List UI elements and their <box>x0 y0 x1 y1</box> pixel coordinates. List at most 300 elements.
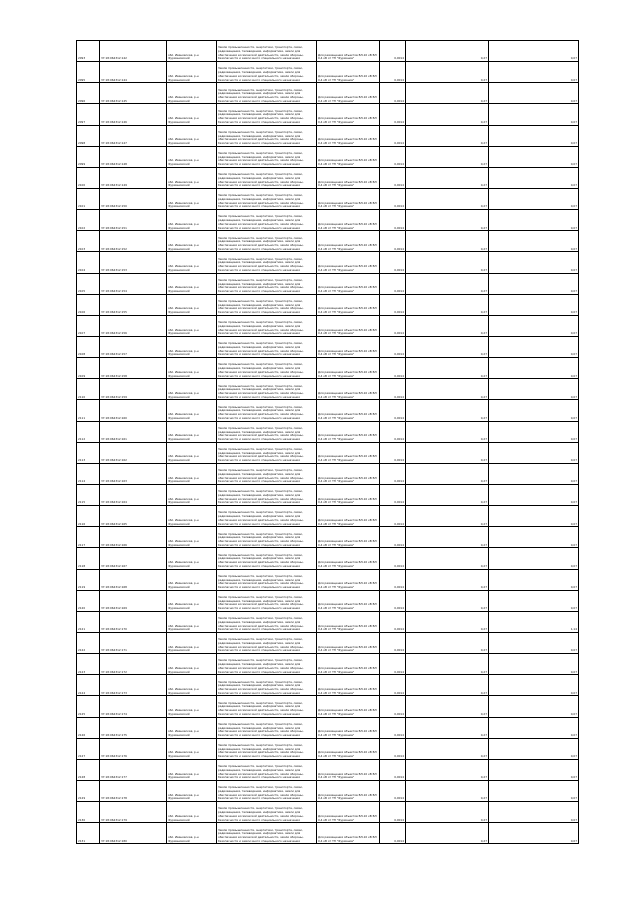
value-1-cell: 0,27 <box>406 823 489 844</box>
land-category-cell: Земли промышленности, энергетики, транспорта, связи, радиовещания, телевидения, информатики, земли для обеспечения космической деятельности, земли обороны, безопасности и земли иного специального назначения <box>217 548 317 569</box>
purpose-cell: Для размещения объектов ВЛ-10 кВ ВЛ 0,4 кВ от ТП "Фурманов" <box>317 210 380 231</box>
land-category-cell: Земли промышленности, энергетики, транспорта, связи, радиовещания, телевидения, информатики, земли для обеспечения космической деятельности, земли обороны, безопасности и земли иного специального назначения <box>217 252 317 273</box>
address-cell: обл. Ивановская, р-н Фурмановский <box>167 527 217 548</box>
area-cell: 0,0014 <box>380 506 406 527</box>
purpose-cell: Для размещения объектов ВЛ-10 кВ ВЛ 0,4 кВ от ТП "Фурманов" <box>317 632 380 653</box>
address-cell: обл. Ивановская, р-н Фурмановский <box>167 632 217 653</box>
land-category-cell: Земли промышленности, энергетики, транспорта, связи, радиовещания, телевидения, информатики, земли для обеспечения космической деятельности, земли обороны, безопасности и земли иного специального назначения <box>217 463 317 484</box>
row-number-cell: 2120 <box>77 590 100 611</box>
value-1-cell: 0,27 <box>406 294 489 315</box>
table-row <box>77 273 579 294</box>
area-cell: 0,0014 <box>380 41 406 62</box>
value-2-cell: 0,07 <box>489 759 579 780</box>
land-category-cell: Земли промышленности, энергетики, транспорта, связи, радиовещания, телевидения, информатики, земли для обеспечения космической деятельности, земли обороны, безопасности и земли иного специального назначения <box>217 823 317 844</box>
row-number-cell: 2128 <box>77 759 100 780</box>
cadastral-number-cell: 37:18:064312:147 <box>100 125 167 146</box>
value-1-cell: 0,27 <box>406 188 489 209</box>
area-cell: 0,0014 <box>380 590 406 611</box>
cadastral-number-cell: 37:18:064312:158 <box>100 358 167 379</box>
area-cell: 0,0014 <box>380 104 406 125</box>
address-cell: обл. Ивановская, р-н Фурмановский <box>167 294 217 315</box>
cadastral-number-cell: 37:18:064312:163 <box>100 463 167 484</box>
purpose-cell: Для размещения объектов ВЛ-10 кВ ВЛ 0,4 кВ от ТП "Фурманов" <box>317 527 380 548</box>
cadastral-number-cell: 37:18:064312:176 <box>100 738 167 759</box>
area-cell: 0,0014 <box>380 231 406 252</box>
value-2-cell: 0,07 <box>489 188 579 209</box>
purpose-cell: Для размещения объектов ВЛ-10 кВ ВЛ 0,4 кВ от ТП "Фурманов" <box>317 167 380 188</box>
table-row <box>77 527 579 548</box>
value-2-cell: 0,07 <box>489 358 579 379</box>
cadastral-number-cell: 37:18:064312:150 <box>100 188 167 209</box>
cadastral-number-cell: 37:18:064312:160 <box>100 400 167 421</box>
table-row <box>77 506 579 527</box>
land-category-cell: Земли промышленности, энергетики, транспорта, связи, радиовещания, телевидения, информатики, земли для обеспечения космической деятельности, земли обороны, безопасности и земли иного специального назначения <box>217 273 317 294</box>
area-cell: 0,0014 <box>380 823 406 844</box>
value-2-cell: 0,07 <box>489 569 579 590</box>
row-number-cell: 2124 <box>77 675 100 696</box>
table-row <box>77 780 579 801</box>
value-2-cell: 0,07 <box>489 632 579 653</box>
area-cell: 0,0014 <box>380 252 406 273</box>
table-row <box>77 717 579 738</box>
value-1-cell: 0,27 <box>406 252 489 273</box>
row-number-cell: 2110 <box>77 379 100 400</box>
area-cell: 0,0014 <box>380 696 406 717</box>
cadastral-number-cell: 37:18:064312:161 <box>100 421 167 442</box>
value-1-cell: 0,27 <box>406 611 489 632</box>
value-2-cell: 0,07 <box>489 336 579 357</box>
address-cell: обл. Ивановская, р-н Фурмановский <box>167 273 217 294</box>
value-1-cell: 0,27 <box>406 738 489 759</box>
purpose-cell: Для размещения объектов ВЛ-10 кВ ВЛ 0,4 кВ от ТП "Фурманов" <box>317 506 380 527</box>
purpose-cell: Для размещения объектов ВЛ-10 кВ ВЛ 0,4 кВ от ТП "Фурманов" <box>317 252 380 273</box>
row-number-cell: 2095 <box>77 62 100 83</box>
area-cell: 0,0014 <box>380 83 406 104</box>
row-number-cell: 2101 <box>77 188 100 209</box>
value-2-cell: 0,07 <box>489 315 579 336</box>
area-cell: 0,0014 <box>380 210 406 231</box>
cadastral-number-cell: 37:18:064312:179 <box>100 802 167 823</box>
table-row <box>77 146 579 167</box>
area-cell: 0,0014 <box>380 738 406 759</box>
cadastral-number-cell: 37:18:064312:165 <box>100 506 167 527</box>
row-number-cell: 2093 <box>77 41 100 62</box>
land-category-cell: Земли промышленности, энергетики, транспорта, связи, радиовещания, телевидения, информатики, земли для обеспечения космической деятельности, земли обороны, безопасности и земли иного специального назначения <box>217 759 317 780</box>
value-1-cell: 0,27 <box>406 421 489 442</box>
purpose-cell: Для размещения объектов ВЛ-10 кВ ВЛ 0,4 кВ от ТП "Фурманов" <box>317 125 380 146</box>
value-1-cell: 0,27 <box>406 527 489 548</box>
cadastral-number-cell: 37:18:064312:175 <box>100 717 167 738</box>
cadastral-number-cell: 37:18:064312:180 <box>100 823 167 844</box>
value-1-cell: 0,27 <box>406 83 489 104</box>
table-row <box>77 83 579 104</box>
area-cell: 0,0014 <box>380 611 406 632</box>
area-cell: 0,0014 <box>380 548 406 569</box>
table-row <box>77 442 579 463</box>
purpose-cell: Для размещения объектов ВЛ-10 кВ ВЛ 0,4 кВ от ТП "Фурманов" <box>317 548 380 569</box>
value-1-cell: 0,27 <box>406 463 489 484</box>
land-category-cell: Земли промышленности, энергетики, транспорта, связи, радиовещания, телевидения, информатики, земли для обеспечения космической деятельности, земли обороны, безопасности и земли иного специального назначения <box>217 738 317 759</box>
area-cell: 0,0014 <box>380 273 406 294</box>
value-2-cell: 0,07 <box>489 738 579 759</box>
row-number-cell: 2113 <box>77 442 100 463</box>
purpose-cell: Для размещения объектов ВЛ-10 кВ ВЛ 0,4 кВ от ТП "Фурманов" <box>317 717 380 738</box>
land-category-cell: Земли промышленности, энергетики, транспорта, связи, радиовещания, телевидения, информатики, земли для обеспечения космической деятельности, земли обороны, безопасности и земли иного специального назначения <box>217 231 317 252</box>
row-number-cell: 2119 <box>77 569 100 590</box>
area-cell: 0,0014 <box>380 421 406 442</box>
address-cell: обл. Ивановская, р-н Фурмановский <box>167 83 217 104</box>
row-number-cell: 2121 <box>77 611 100 632</box>
cadastral-number-cell: 37:18:064312:151 <box>100 210 167 231</box>
address-cell: обл. Ивановская, р-н Фурмановский <box>167 400 217 421</box>
cadastral-number-cell: 37:18:064312:167 <box>100 548 167 569</box>
land-category-cell: Земли промышленности, энергетики, транспорта, связи, радиовещания, телевидения, информатики, земли для обеспечения космической деятельности, земли обороны, безопасности и земли иного специального назначения <box>217 62 317 83</box>
row-number-cell: 2117 <box>77 527 100 548</box>
address-cell: обл. Ивановская, р-н Фурмановский <box>167 548 217 569</box>
table-row <box>77 358 579 379</box>
row-number-cell: 2111 <box>77 400 100 421</box>
table-row <box>77 759 579 780</box>
value-2-cell: 1,14 <box>489 611 579 632</box>
land-category-cell: Земли промышленности, энергетики, транспорта, связи, радиовещания, телевидения, информатики, земли для обеспечения космической деятельности, земли обороны, безопасности и земли иного специального назначения <box>217 125 317 146</box>
land-category-cell: Земли промышленности, энергетики, транспорта, связи, радиовещания, телевидения, информатики, земли для обеспечения космической деятельности, земли обороны, безопасности и земли иного специального назначения <box>217 802 317 823</box>
table-row <box>77 463 579 484</box>
table-row <box>77 696 579 717</box>
value-2-cell: 0,07 <box>489 463 579 484</box>
table-row <box>77 654 579 675</box>
land-category-cell: Земли промышленности, энергетики, транспорта, связи, радиовещания, телевидения, информатики, земли для обеспечения космической деятельности, земли обороны, безопасности и земли иного специального назначения <box>217 421 317 442</box>
row-number-cell: 2096 <box>77 83 100 104</box>
row-number-cell: 2112 <box>77 421 100 442</box>
address-cell: обл. Ивановская, р-н Фурмановский <box>167 759 217 780</box>
row-number-cell: 2115 <box>77 484 100 505</box>
row-number-cell: 2108 <box>77 336 100 357</box>
address-cell: обл. Ивановская, р-н Фурмановский <box>167 104 217 125</box>
land-category-cell: Земли промышленности, энергетики, транспорта, связи, радиовещания, телевидения, информатики, земли для обеспечения космической деятельности, земли обороны, безопасности и земли иного специального назначения <box>217 717 317 738</box>
area-cell: 0,0014 <box>380 125 406 146</box>
value-2-cell: 0,07 <box>489 167 579 188</box>
land-category-cell: Земли промышленности, энергетики, транспорта, связи, радиовещания, телевидения, информатики, земли для обеспечения космической деятельности, земли обороны, безопасности и земли иного специального назначения <box>217 675 317 696</box>
address-cell: обл. Ивановская, р-н Фурмановский <box>167 463 217 484</box>
cadastral-number-cell: 37:18:064312:174 <box>100 696 167 717</box>
purpose-cell: Для размещения объектов ВЛ-10 кВ ВЛ 0,4 кВ от ТП "Фурманов" <box>317 675 380 696</box>
value-1-cell: 0,27 <box>406 210 489 231</box>
table-row <box>77 548 579 569</box>
purpose-cell: Для размещения объектов ВЛ-10 кВ ВЛ 0,4 кВ от ТП "Фурманов" <box>317 484 380 505</box>
value-2-cell: 0,07 <box>489 527 579 548</box>
purpose-cell: Для размещения объектов ВЛ-10 кВ ВЛ 0,4 кВ от ТП "Фурманов" <box>317 146 380 167</box>
value-2-cell: 0,07 <box>489 717 579 738</box>
area-cell: 0,0014 <box>380 759 406 780</box>
area-cell: 0,0014 <box>380 654 406 675</box>
address-cell: обл. Ивановская, р-н Фурмановский <box>167 167 217 188</box>
area-cell: 0,0014 <box>380 569 406 590</box>
value-1-cell: 0,27 <box>406 442 489 463</box>
value-1-cell: 0,27 <box>406 336 489 357</box>
purpose-cell: Для размещения объектов ВЛ-10 кВ ВЛ 0,4 кВ от ТП "Фурманов" <box>317 738 380 759</box>
row-number-cell: 2116 <box>77 506 100 527</box>
purpose-cell: Для размещения объектов ВЛ-10 кВ ВЛ 0,4 кВ от ТП "Фурманов" <box>317 188 380 209</box>
purpose-cell: Для размещения объектов ВЛ-10 кВ ВЛ 0,4 кВ от ТП "Фурманов" <box>317 379 380 400</box>
land-category-cell: Земли промышленности, энергетики, транспорта, связи, радиовещания, телевидения, информатики, земли для обеспечения космической деятельности, земли обороны, безопасности и земли иного специального назначения <box>217 358 317 379</box>
purpose-cell: Для размещения объектов ВЛ-10 кВ ВЛ 0,4 кВ от ТП "Фурманов" <box>317 315 380 336</box>
address-cell: обл. Ивановская, р-н Фурмановский <box>167 188 217 209</box>
land-category-cell: Земли промышленности, энергетики, транспорта, связи, радиовещания, телевидения, информатики, земли для обеспечения космической деятельности, земли обороны, безопасности и земли иного специального назначения <box>217 506 317 527</box>
value-1-cell: 0,27 <box>406 41 489 62</box>
row-number-cell: 2127 <box>77 738 100 759</box>
area-cell: 0,0014 <box>380 379 406 400</box>
value-2-cell: 0,07 <box>489 231 579 252</box>
land-category-cell: Земли промышленности, энергетики, транспорта, связи, радиовещания, телевидения, информатики, земли для обеспечения космической деятельности, земли обороны, безопасности и земли иного специального назначения <box>217 780 317 801</box>
area-cell: 0,0014 <box>380 484 406 505</box>
address-cell: обл. Ивановская, р-н Фурмановский <box>167 717 217 738</box>
area-cell: 0,0014 <box>380 802 406 823</box>
value-2-cell: 0,07 <box>489 83 579 104</box>
address-cell: обл. Ивановская, р-н Фурмановский <box>167 484 217 505</box>
address-cell: обл. Ивановская, р-н Фурмановский <box>167 125 217 146</box>
address-cell: обл. Ивановская, р-н Фурмановский <box>167 231 217 252</box>
address-cell: обл. Ивановская, р-н Фурмановский <box>167 315 217 336</box>
value-2-cell: 0,07 <box>489 62 579 83</box>
value-1-cell: 0,27 <box>406 590 489 611</box>
address-cell: обл. Ивановская, р-н Фурмановский <box>167 62 217 83</box>
purpose-cell: Для размещения объектов ВЛ-10 кВ ВЛ 0,4 кВ от ТП "Фурманов" <box>317 294 380 315</box>
land-category-cell: Земли промышленности, энергетики, транспорта, связи, радиовещания, телевидения, информатики, земли для обеспечения космической деятельности, земли обороны, безопасности и земли иного специального назначения <box>217 696 317 717</box>
address-cell: обл. Ивановская, р-н Фурмановский <box>167 590 217 611</box>
value-2-cell: 0,07 <box>489 210 579 231</box>
row-number-cell: 2130 <box>77 802 100 823</box>
cadastral-number-cell: 37:18:064312:145 <box>100 83 167 104</box>
purpose-cell: Для размещения объектов ВЛ-10 кВ ВЛ 0,4 кВ от ТП "Фурманов" <box>317 780 380 801</box>
row-number-cell: 2103 <box>77 231 100 252</box>
value-2-cell: 0,07 <box>489 421 579 442</box>
row-number-cell: 2126 <box>77 717 100 738</box>
cadastral-number-cell: 37:18:064312:154 <box>100 273 167 294</box>
address-cell: обл. Ивановская, р-н Фурмановский <box>167 421 217 442</box>
address-cell: обл. Ивановская, р-н Фурмановский <box>167 654 217 675</box>
table-row <box>77 315 579 336</box>
value-2-cell: 0,07 <box>489 104 579 125</box>
value-1-cell: 0,27 <box>406 273 489 294</box>
value-1-cell: 0,27 <box>406 104 489 125</box>
value-1-cell: 0,27 <box>406 632 489 653</box>
table-row <box>77 632 579 653</box>
value-1-cell: 0,27 <box>406 654 489 675</box>
cadastral-number-cell: 37:18:064312:155 <box>100 294 167 315</box>
value-1-cell: 0,27 <box>406 125 489 146</box>
cadastral-number-cell: 37:18:064312:169 <box>100 590 167 611</box>
cadastral-number-cell: 37:18:064312:142 <box>100 41 167 62</box>
table-row <box>77 675 579 696</box>
purpose-cell: Для размещения объектов ВЛ-10 кВ ВЛ 0,4 кВ от ТП "Фурманов" <box>317 654 380 675</box>
table-row <box>77 188 579 209</box>
table-row <box>77 125 579 146</box>
address-cell: обл. Ивановская, р-н Фурмановский <box>167 336 217 357</box>
cadastral-number-cell: 37:18:064312:164 <box>100 484 167 505</box>
address-cell: обл. Ивановская, р-н Фурмановский <box>167 696 217 717</box>
value-1-cell: 0,27 <box>406 400 489 421</box>
value-1-cell: 0,27 <box>406 358 489 379</box>
area-cell: 0,0014 <box>380 62 406 83</box>
purpose-cell: Для размещения объектов ВЛ-10 кВ ВЛ 0,4 кВ от ТП "Фурманов" <box>317 400 380 421</box>
address-cell: обл. Ивановская, р-н Фурмановский <box>167 41 217 62</box>
land-category-cell: Земли промышленности, энергетики, транспорта, связи, радиовещания, телевидения, информатики, земли для обеспечения космической деятельности, земли обороны, безопасности и земли иного специального назначения <box>217 442 317 463</box>
table-body <box>77 41 579 844</box>
value-1-cell: 0,27 <box>406 231 489 252</box>
value-2-cell: 0,07 <box>489 506 579 527</box>
value-2-cell: 0,07 <box>489 823 579 844</box>
value-2-cell: 0,07 <box>489 696 579 717</box>
value-2-cell: 0,07 <box>489 294 579 315</box>
table-row <box>77 590 579 611</box>
value-2-cell: 0,07 <box>489 146 579 167</box>
table-row <box>77 41 579 62</box>
value-2-cell: 0,07 <box>489 675 579 696</box>
area-cell: 0,0014 <box>380 358 406 379</box>
land-category-cell: Земли промышленности, энергетики, транспорта, связи, радиовещания, телевидения, информатики, земли для обеспечения космической деятельности, земли обороны, безопасности и земли иного специального назначения <box>217 188 317 209</box>
row-number-cell: 2104 <box>77 252 100 273</box>
row-number-cell: 2100 <box>77 167 100 188</box>
area-cell: 0,0014 <box>380 294 406 315</box>
area-cell: 0,0014 <box>380 315 406 336</box>
land-category-cell: Земли промышленности, энергетики, транспорта, связи, радиовещания, телевидения, информатики, земли для обеспечения космической деятельности, земли обороны, безопасности и земли иного специального назначения <box>217 294 317 315</box>
table-row <box>77 294 579 315</box>
purpose-cell: Для размещения объектов ВЛ-10 кВ ВЛ 0,4 кВ от ТП "Фурманов" <box>317 83 380 104</box>
address-cell: обл. Ивановская, р-н Фурмановский <box>167 252 217 273</box>
row-number-cell: 2099 <box>77 146 100 167</box>
cadastral-number-cell: 37:18:064312:172 <box>100 654 167 675</box>
cadastral-number-cell: 37:18:064312:148 <box>100 146 167 167</box>
purpose-cell: Для размещения объектов ВЛ-10 кВ ВЛ 0,4 кВ от ТП "Фурманов" <box>317 273 380 294</box>
land-category-cell: Земли промышленности, энергетики, транспорта, связи, радиовещания, телевидения, информатики, земли для обеспечения космической деятельности, земли обороны, безопасности и земли иного специального назначения <box>217 315 317 336</box>
row-number-cell: 2097 <box>77 104 100 125</box>
area-cell: 0,0014 <box>380 780 406 801</box>
table-row <box>77 231 579 252</box>
land-category-cell: Земли промышленности, энергетики, транспорта, связи, радиовещания, телевидения, информатики, земли для обеспечения космической деятельности, земли обороны, безопасности и земли иного специального назначения <box>217 210 317 231</box>
cadastral-number-cell: 37:18:064312:178 <box>100 780 167 801</box>
value-2-cell: 0,07 <box>489 654 579 675</box>
value-1-cell: 0,27 <box>406 506 489 527</box>
land-category-cell: Земли промышленности, энергетики, транспорта, связи, радиовещания, телевидения, информатики, земли для обеспечения космической деятельности, земли обороны, безопасности и земли иного специального назначения <box>217 400 317 421</box>
value-1-cell: 0,27 <box>406 780 489 801</box>
row-number-cell: 2125 <box>77 696 100 717</box>
cadastral-number-cell: 37:18:064312:162 <box>100 442 167 463</box>
cadastral-number-cell: 37:18:064312:153 <box>100 252 167 273</box>
cadastral-number-cell: 37:18:064312:144 <box>100 62 167 83</box>
purpose-cell: Для размещения объектов ВЛ-10 кВ ВЛ 0,4 кВ от ТП "Фурманов" <box>317 336 380 357</box>
land-category-cell: Земли промышленности, энергетики, транспорта, связи, радиовещания, телевидения, информатики, земли для обеспечения космической деятельности, земли обороны, безопасности и земли иного специального назначения <box>217 569 317 590</box>
table-row <box>77 738 579 759</box>
value-1-cell: 0,27 <box>406 717 489 738</box>
land-category-cell: Земли промышленности, энергетики, транспорта, связи, радиовещания, телевидения, информатики, земли для обеспечения космической деятельности, земли обороны, безопасности и земли иного специального назначения <box>217 167 317 188</box>
address-cell: обл. Ивановская, р-н Фурмановский <box>167 780 217 801</box>
value-1-cell: 0,27 <box>406 675 489 696</box>
address-cell: обл. Ивановская, р-н Фурмановский <box>167 358 217 379</box>
purpose-cell: Для размещения объектов ВЛ-10 кВ ВЛ 0,4 кВ от ТП "Фурманов" <box>317 696 380 717</box>
table-row <box>77 210 579 231</box>
row-number-cell: 2098 <box>77 125 100 146</box>
cadastral-number-cell: 37:18:064312:152 <box>100 231 167 252</box>
purpose-cell: Для размещения объектов ВЛ-10 кВ ВЛ 0,4 кВ от ТП "Фурманов" <box>317 569 380 590</box>
address-cell: обл. Ивановская, р-н Фурмановский <box>167 569 217 590</box>
purpose-cell: Для размещения объектов ВЛ-10 кВ ВЛ 0,4 кВ от ТП "Фурманов" <box>317 823 380 844</box>
address-cell: обл. Ивановская, р-н Фурмановский <box>167 738 217 759</box>
value-1-cell: 0,27 <box>406 146 489 167</box>
land-category-cell: Земли промышленности, энергетики, транспорта, связи, радиовещания, телевидения, информатики, земли для обеспечения космической деятельности, земли обороны, безопасности и земли иного специального назначения <box>217 104 317 125</box>
land-category-cell: Земли промышленности, энергетики, транспорта, связи, радиовещания, телевидения, информатики, земли для обеспечения космической деятельности, земли обороны, безопасности и земли иного специального назначения <box>217 484 317 505</box>
address-cell: обл. Ивановская, р-н Фурмановский <box>167 802 217 823</box>
value-2-cell: 0,07 <box>489 273 579 294</box>
purpose-cell: Для размещения объектов ВЛ-10 кВ ВЛ 0,4 кВ от ТП "Фурманов" <box>317 41 380 62</box>
land-category-cell: Земли промышленности, энергетики, транспорта, связи, радиовещания, телевидения, информатики, земли для обеспечения космической деятельности, земли обороны, безопасности и земли иного специального назначения <box>217 654 317 675</box>
table-row <box>77 252 579 273</box>
purpose-cell: Для размещения объектов ВЛ-10 кВ ВЛ 0,4 кВ от ТП "Фурманов" <box>317 759 380 780</box>
row-number-cell: 2109 <box>77 358 100 379</box>
area-cell: 0,0014 <box>380 442 406 463</box>
land-category-cell: Земли промышленности, энергетики, транспорта, связи, радиовещания, телевидения, информатики, земли для обеспечения космической деятельности, земли обороны, безопасности и земли иного специального назначения <box>217 590 317 611</box>
land-category-cell: Земли промышленности, энергетики, транспорта, связи, радиовещания, телевидения, информатики, земли для обеспечения космической деятельности, земли обороны, безопасности и земли иного специального назначения <box>217 41 317 62</box>
row-number-cell: 2123 <box>77 654 100 675</box>
value-1-cell: 0,27 <box>406 696 489 717</box>
row-number-cell: 2131 <box>77 823 100 844</box>
area-cell: 0,0014 <box>380 717 406 738</box>
row-number-cell: 2122 <box>77 632 100 653</box>
table-row <box>77 400 579 421</box>
value-2-cell: 0,07 <box>489 590 579 611</box>
cadastral-number-cell: 37:18:064312:168 <box>100 569 167 590</box>
address-cell: обл. Ивановская, р-н Фурмановский <box>167 442 217 463</box>
value-1-cell: 0,27 <box>406 569 489 590</box>
row-number-cell: 2102 <box>77 210 100 231</box>
purpose-cell: Для размещения объектов ВЛ-10 кВ ВЛ 0,4 кВ от ТП "Фурманов" <box>317 62 380 83</box>
cadastral-number-cell: 37:18:064312:156 <box>100 315 167 336</box>
cadastral-number-cell: 37:18:064312:157 <box>100 336 167 357</box>
cadastral-number-cell: 37:18:064312:177 <box>100 759 167 780</box>
address-cell: обл. Ивановская, р-н Фурмановский <box>167 823 217 844</box>
value-1-cell: 0,27 <box>406 802 489 823</box>
table-row <box>77 104 579 125</box>
area-cell: 0,0014 <box>380 675 406 696</box>
value-2-cell: 0,07 <box>489 252 579 273</box>
table-row <box>77 167 579 188</box>
value-2-cell: 0,07 <box>489 484 579 505</box>
table-row <box>77 569 579 590</box>
cadastral-table <box>76 40 579 844</box>
purpose-cell: Для размещения объектов ВЛ-10 кВ ВЛ 0,4 кВ от ТП "Фурманов" <box>317 104 380 125</box>
value-1-cell: 0,27 <box>406 759 489 780</box>
cadastral-number-cell: 37:18:064312:171 <box>100 632 167 653</box>
purpose-cell: Для размещения объектов ВЛ-10 кВ ВЛ 0,4 кВ от ТП "Фурманов" <box>317 802 380 823</box>
area-cell: 0,0014 <box>380 632 406 653</box>
row-number-cell: 2118 <box>77 548 100 569</box>
land-category-cell: Земли промышленности, энергетики, транспорта, связи, радиовещания, телевидения, информатики, земли для обеспечения космической деятельности, земли обороны, безопасности и земли иного специального назначения <box>217 83 317 104</box>
value-1-cell: 0,27 <box>406 62 489 83</box>
address-cell: обл. Ивановская, р-н Фурмановский <box>167 506 217 527</box>
table-row <box>77 62 579 83</box>
cadastral-number-cell: 37:18:064312:146 <box>100 104 167 125</box>
address-cell: обл. Ивановская, р-н Фурмановский <box>167 611 217 632</box>
table-row <box>77 421 579 442</box>
purpose-cell: Для размещения объектов ВЛ-10 кВ ВЛ 0,4 кВ от ТП "Фурманов" <box>317 231 380 252</box>
cadastral-number-cell: 37:18:064312:170 <box>100 611 167 632</box>
table-row <box>77 823 579 844</box>
area-cell: 0,0014 <box>380 146 406 167</box>
row-number-cell: 2105 <box>77 273 100 294</box>
cadastral-number-cell: 37:18:064312:166 <box>100 527 167 548</box>
value-2-cell: 0,07 <box>489 41 579 62</box>
value-1-cell: 0,27 <box>406 379 489 400</box>
table-row <box>77 802 579 823</box>
